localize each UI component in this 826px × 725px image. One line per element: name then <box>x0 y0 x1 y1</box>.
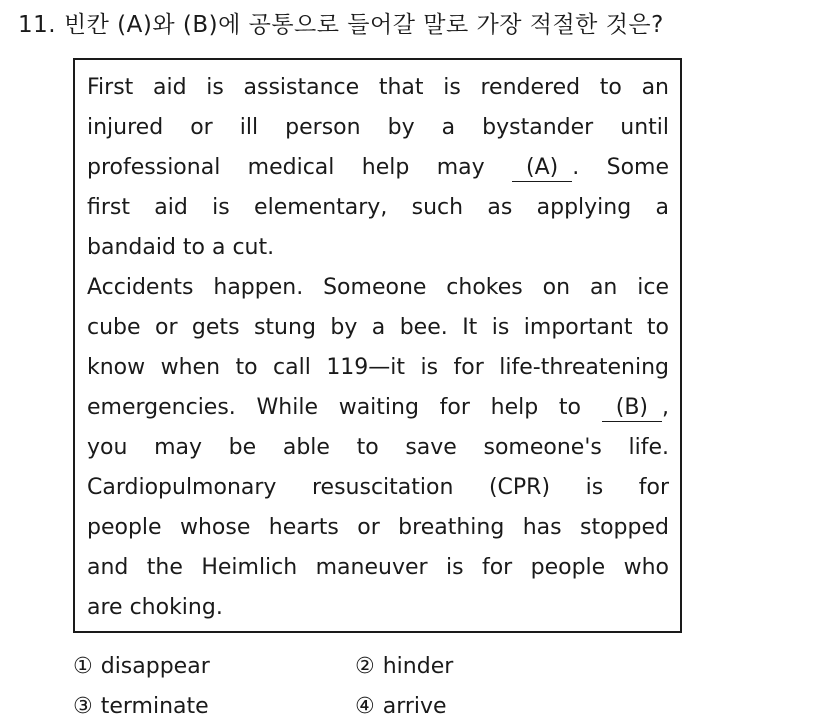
choice-text: arrive <box>382 694 447 719</box>
choice-4[interactable] <box>355 694 447 719</box>
passage-line: first aid is elementary, such as applying a <box>87 195 669 220</box>
choice-number: ③ <box>73 694 93 719</box>
choice-3[interactable] <box>73 694 209 719</box>
passage-line: Accidents happen. Someone chokes on an ice <box>87 275 669 300</box>
blank-b: (B) <box>602 395 662 422</box>
blank-a: (A) <box>512 155 572 182</box>
passage-line: bandaid to a cut. <box>87 235 275 260</box>
passage-fragment: emergencies. While waiting for help to <box>87 395 581 420</box>
passage-line: are choking. <box>87 595 223 620</box>
choice-text: disappear <box>100 654 210 679</box>
passage-line: injured or ill person by a bystander until <box>87 115 669 140</box>
passage-line: and the Heimlich maneuver is for people who <box>87 555 669 580</box>
choice-number: ④ <box>355 694 375 719</box>
passage-line: know when to call 119—it is for life-threatening <box>87 355 669 380</box>
passage-line-blank-a <box>87 148 669 188</box>
passage-fragment: , <box>662 395 669 420</box>
choice-1[interactable] <box>73 654 210 679</box>
question-text: 빈칸 (A)와 (B)에 공통으로 들어갈 말로 가장 적절한 것은? <box>63 12 664 38</box>
passage-text <box>87 68 669 628</box>
question-heading <box>18 6 664 39</box>
choice-text: terminate <box>100 694 209 719</box>
passage-fragment: . Some <box>572 155 669 180</box>
passage-line: people whose hearts or breathing has stopped <box>87 515 669 540</box>
passage-fragment: professional medical help may <box>87 155 485 180</box>
passage-box <box>73 58 682 633</box>
choice-text: hinder <box>382 654 454 679</box>
question-number: 11. <box>18 12 57 38</box>
passage-line: you may be able to save someone's life. <box>87 435 669 460</box>
passage-line: First aid is assistance that is rendered to an <box>87 75 669 100</box>
passage-line: cube or gets stung by a bee. It is important to <box>87 315 669 340</box>
choice-number: ① <box>73 654 93 679</box>
passage-line: Cardiopulmonary resuscitation (CPR) is for <box>87 475 669 500</box>
choice-number: ② <box>355 654 375 679</box>
passage-line-blank-b <box>87 388 669 428</box>
choice-2[interactable] <box>355 654 453 679</box>
